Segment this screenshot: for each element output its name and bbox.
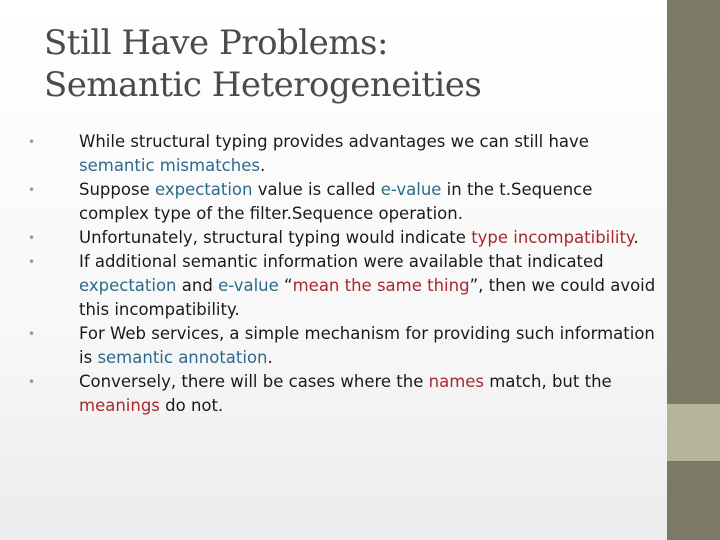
slide-title <box>44 22 654 106</box>
bullet-text: While structural typing provides advantages we can still have <box>79 132 589 151</box>
bullet-item <box>28 322 658 370</box>
bullet-marker: • <box>28 135 36 149</box>
bullet-text: in the t.Sequence complex type of the filter.Sequence operation. <box>79 180 593 223</box>
bullet-marker: • <box>28 183 36 197</box>
bullet-text: Unfortunately, structural typing would indicate <box>79 228 472 247</box>
bullet-text: If additional semantic information were available that indicated <box>79 252 604 271</box>
title-line-2: Semantic Heterogeneities <box>44 65 482 105</box>
bullet-text: . <box>633 228 639 247</box>
bullet-list <box>28 130 658 418</box>
bullet-marker: • <box>28 327 36 341</box>
highlighted-term: semantic mismatches <box>79 156 260 175</box>
bullet-item <box>28 178 658 226</box>
highlighted-term: meanings <box>79 396 160 415</box>
bullet-text: and <box>176 276 219 295</box>
bullet-text: . <box>259 156 266 175</box>
bullet-marker: • <box>28 255 36 269</box>
bullet-item <box>28 370 658 418</box>
highlighted-term: expectation <box>79 276 177 295</box>
bullet-text: value is called <box>252 180 381 199</box>
bullet-text: match, but the <box>484 372 612 391</box>
bullet-text: ”, then we could avoid this incompatibility. <box>79 276 656 319</box>
bullet-marker: • <box>28 375 36 389</box>
bullet-text: Conversely, there will be cases where the <box>79 372 429 391</box>
highlighted-term: e-value <box>380 180 442 199</box>
highlighted-term: expectation <box>154 180 253 199</box>
highlighted-term: names <box>428 372 485 391</box>
bullet-marker: • <box>28 231 36 245</box>
title-line-1: Still Have Problems: <box>44 23 388 63</box>
bullet-item <box>28 250 658 322</box>
bullet-text: For Web services, a simple mechanism for providing such information is <box>79 324 655 367</box>
bullet-text: . <box>267 348 273 367</box>
highlighted-term: semantic annotation <box>97 348 268 367</box>
bullet-text: Suppose <box>79 180 155 199</box>
sidebar-accent-block <box>667 404 720 461</box>
highlighted-term: mean the same thing <box>292 276 470 295</box>
highlighted-term: e-value <box>218 276 279 295</box>
highlighted-term: type incompatibility <box>471 228 634 247</box>
bullet-text: do not. <box>159 396 224 415</box>
bullet-text: “ <box>278 276 293 295</box>
bullet-item <box>28 226 658 250</box>
bullet-item <box>28 130 658 178</box>
